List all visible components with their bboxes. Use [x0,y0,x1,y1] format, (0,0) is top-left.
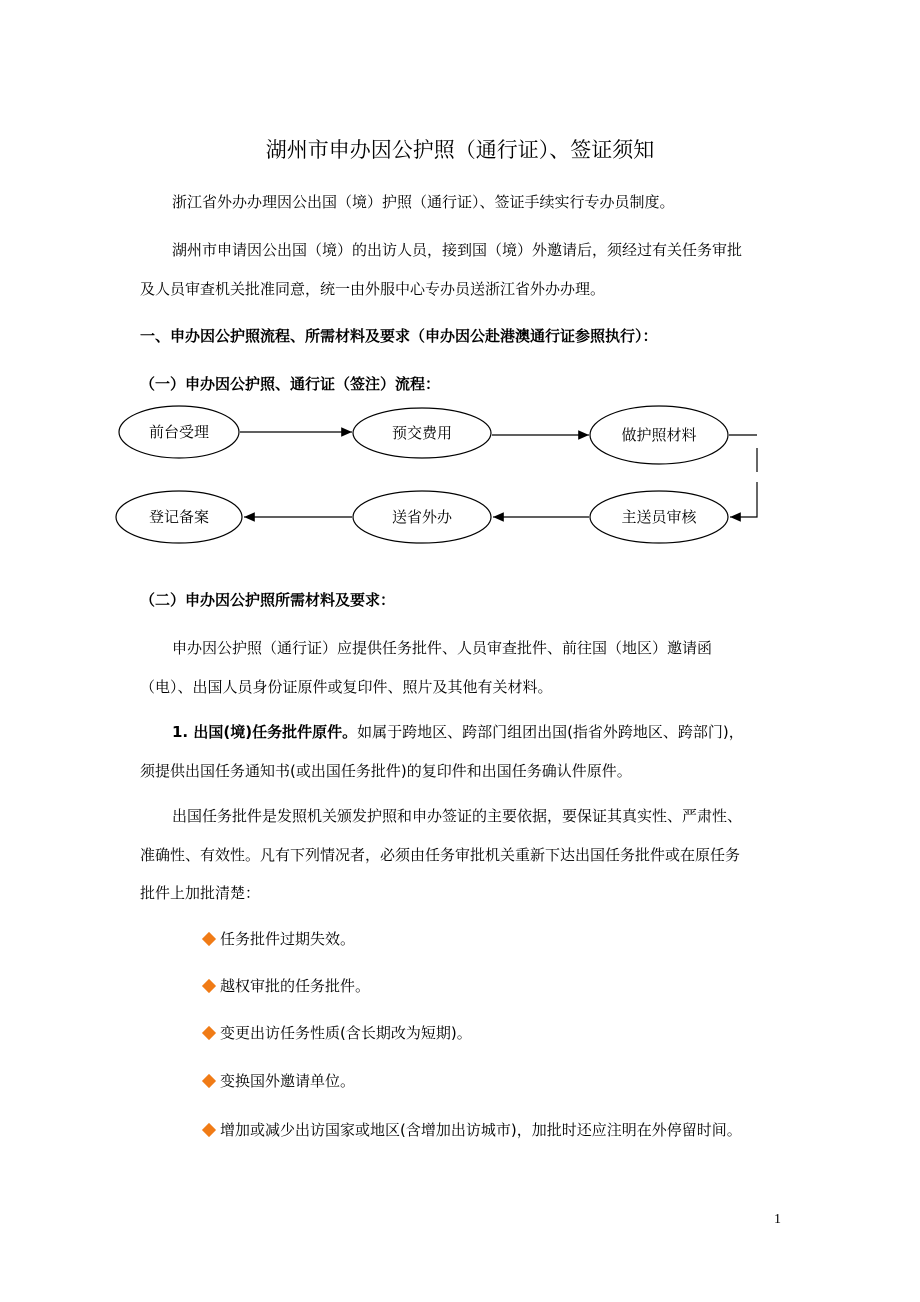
bullet-text: 变更出访任务性质(含长期改为短期)。 [220,1024,472,1042]
materials-line-2: （电）、出国人员身份证原件或复印件、照片及其他有关材料。 [140,678,553,696]
bullet-text: 增加或减少出访国家或地区(含增加出访城市)，加批时还应注明在外停留时间。 [220,1121,742,1139]
intro-paragraph-1: 浙江省外办办理因公出国（境）护照（通行证）、签证手续实行专办员制度。 [172,193,675,211]
bullet-item [200,1120,742,1140]
intro-paragraph-2-line-1: 湖州市申请因公出国（境）的出访人员，接到国（境）外邀请后，须经过有关任务审批 [172,241,743,259]
bullet-item [200,1071,355,1091]
bullet-item [200,1023,472,1043]
flow-node-send-province-label: 送省外办 [391,508,453,526]
diamond-bullet-icon [202,932,216,946]
diamond-bullet-icon [202,1074,216,1088]
subsection-2-heading: （二）申办因公护照所需材料及要求： [140,591,396,609]
item-1-detail: 如属于跨地区、跨部门组团出国(指省外跨地区、跨部门)， [357,723,744,741]
item-1-line-1 [172,722,744,742]
materials-line-1: 申办因公护照（通行证）应提供任务批件、人员审查批件、前往国（地区）邀请函 [172,639,713,657]
paragraph-3-line-1: 出国任务批件是发照机关颁发护照和申办签证的主要依据，要保证其真实性、严肃性、 [172,807,743,825]
flow-node-prepay-label: 预交费用 [391,424,453,442]
paragraph-3-line-3: 批件上加批清楚： [140,884,261,902]
page-number: 1 [774,1212,781,1227]
bullet-item [200,976,370,996]
diamond-bullet-icon [202,1123,216,1137]
subsection-1-heading: （一）申办因公护照、通行证（签注）流程： [140,375,441,393]
bullet-text: 越权审批的任务批件。 [220,977,371,995]
diamond-bullet-icon [202,979,216,993]
diamond-bullet-icon [202,1026,216,1040]
item-1-line-2: 须提供出国任务通知书(或出国任务批件)的复印件和出国任务确认件原件。 [140,762,632,780]
page-title: 湖州市申办因公护照（通行证）、签证须知 [265,138,655,162]
bullet-text: 变换国外邀请单位。 [220,1072,356,1090]
flow-arrow-3 [730,482,757,517]
bullet-item [200,929,355,949]
intro-paragraph-2-line-2: 及人员审查机关批准同意，统一由外服中心专办员送浙江省外办办理。 [140,280,606,298]
process-flowchart [0,0,920,560]
section-1-heading: 一、申办因公护照流程、所需材料及要求（申办因公赴港澳通行证参照执行）： [140,327,658,345]
paragraph-3-line-2: 准确性、有效性。凡有下列情况者，必须由任务审批机关重新下达出国任务批件或在原任务 [140,846,741,864]
item-1-title: 1. 出国(境)任务批件原件。 [172,723,358,741]
flow-node-prepare-materials-label: 做护照材料 [621,426,697,444]
bullet-text: 任务批件过期失效。 [220,930,356,948]
flow-node-reception-label: 前台受理 [148,423,210,441]
flow-node-review-label: 主送员审核 [621,508,697,526]
flow-node-register-label: 登记备案 [148,508,210,526]
